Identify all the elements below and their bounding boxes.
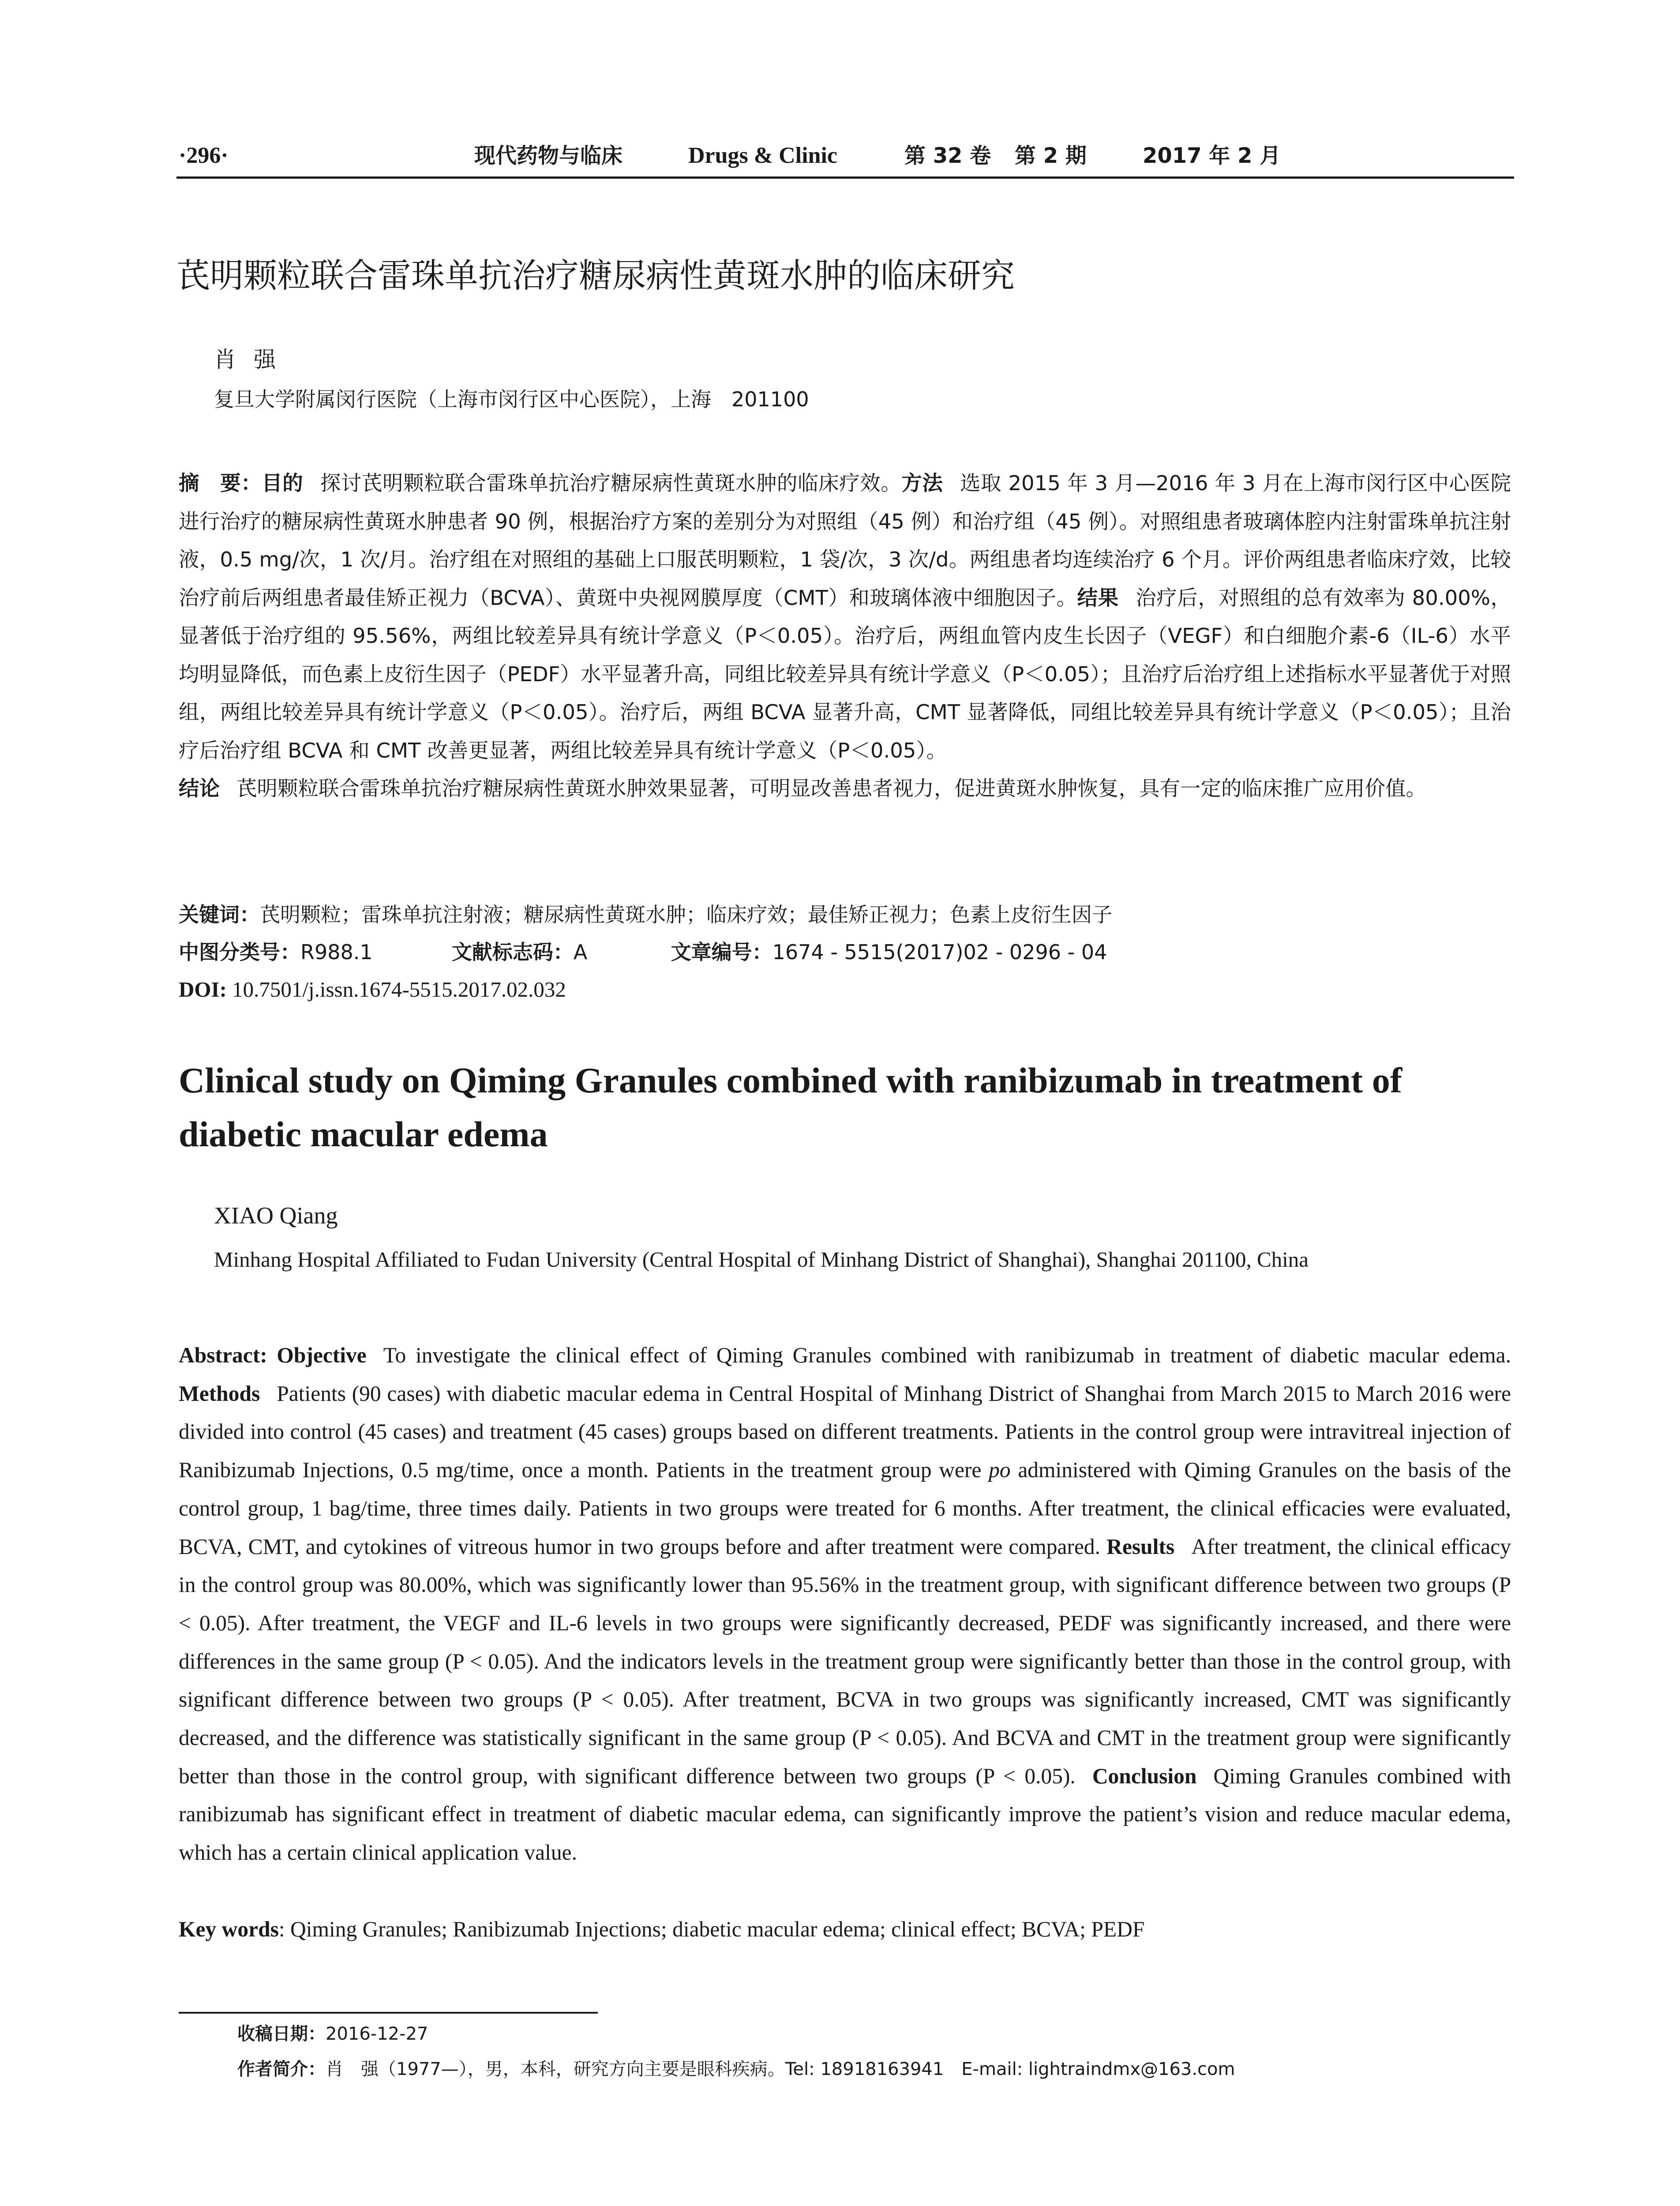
journal-name-en: Drugs & Clinic — [688, 143, 837, 168]
title-cn: 芪明颗粒联合雷珠单抗治疗糖尿病性黄斑水肿的临床研究 — [176, 256, 1015, 295]
received-label: 收稿日期： — [237, 2024, 326, 2044]
results-cn: 治疗后，对照组的总有效率为 80.00%，显著低于治疗组的 95.56%，两组比较差异具有统计学意义（P＜0.05）。治疗后，两组血管内皮生长因子（VEGF）和白细胞介素-6（IL-6）水平均明显降低，而色素上皮衍生因子（PEDF）水平显著升高，同组比较差异具有统计学意义（P＜0.05）；且治疗后治疗组上述指标水平显著优于对照组，两组比较差异具有统计学意义（P＜0.05）。治疗后，两组 BCVA 显著升高，CMT 显著降低，同组比较差异具有统计学意义（P＜0.05）；且治疗后治疗组 BCVA 和 CMT 改善更显著，两组比较差异具有统计学意义（P＜0.05）。 — [179, 585, 1511, 762]
methods-label-cn: 方法 — [901, 471, 943, 495]
conclusion-label-en: Conclusion — [1092, 1763, 1197, 1788]
keywords-en — [179, 1910, 1144, 1948]
header-rule — [176, 176, 1514, 179]
keywords-cn-text: 芪明颗粒；雷珠单抗注射液；糖尿病性黄斑水肿；临床疗效；最佳矫正视力；色素上皮衍生因子 — [260, 903, 1112, 927]
clc-label: 中图分类号： — [179, 940, 300, 964]
abstract-en-label: Abstract: — [179, 1343, 267, 1367]
received-date — [237, 2021, 428, 2047]
objective-label-cn: 目的 — [262, 471, 304, 495]
author-bio — [237, 2056, 1235, 2082]
results-label-en: Results — [1106, 1534, 1175, 1559]
po-term: po — [989, 1458, 1011, 1482]
clc-value: R988.1 — [300, 940, 373, 964]
journal-name-cn: 现代药物与临床 — [474, 143, 623, 168]
article-no-label: 文章编号： — [671, 940, 772, 964]
affiliation-en: Minhang Hospital Affiliated to Fudan University (Central Hospital of Minhang District of Shanghai), Shanghai 201100, China — [214, 1247, 1309, 1272]
abstract-en — [179, 1336, 1511, 1872]
issue-date: 2017 年 2 月 — [1143, 143, 1281, 168]
doi-value[interactable]: 10.7501/j.issn.1674-5515.2017.02.032 — [232, 977, 566, 1002]
title-en: Clinical study on Qiming Granules combined with ranibizumab in treatment of diabetic macular edema — [179, 1060, 1402, 1154]
methods-label-en: Methods — [179, 1381, 260, 1406]
methods-cn: 选取 2015 年 3 月—2016 年 3 月在上海市闵行区中心医院进行治疗的糖尿病性黄斑水肿患者 90 例，根据治疗方案的差别分为对照组（45 例）和治疗组（45 例）。对照组患者玻璃体腔内注射雷珠单抗注射液，0.5 mg/次，1 次/月。治疗组在对照组的基础上口服芪明颗粒，1 袋/次，3 次/d。两组患者均连续治疗 6 个月。评价两组患者临床疗效，比较治疗前后两组患者最佳矫正视力（BCVA）、黄斑中央视网膜厚度（CMT）和玻璃体液中细胞因子。 — [179, 471, 1511, 610]
doc-code-value: A — [573, 940, 588, 964]
objective-en: To investigate the clinical effect of Qiming Granules combined with ranibizumab in treatment of diabetic macular edema. — [383, 1343, 1511, 1367]
keywords-cn-label: 关键词： — [179, 903, 260, 927]
issue: 第 2 期 — [1015, 143, 1087, 168]
received-value: 2016-12-27 — [326, 2024, 428, 2044]
bio-label: 作者简介： — [237, 2059, 326, 2079]
results-label-cn: 结果 — [1077, 585, 1119, 610]
bio-text: 肖 强（1977—），男，本科，研究方向主要是眼科疾病。Tel: 18918163941 E-mail: lightraindmx@163.com — [326, 2059, 1235, 2079]
abstract-cn-label: 摘 要： — [179, 471, 262, 495]
methods-en-2: administered with Qiming Granules on the basis of the control group, 1 bag/time, three times daily. Patients in two groups were treated for 6 months. After treatment, the clinical efficacies were evaluated, BCVA, CMT, and cytokines of vitreous humor in two groups before and after treatment were compared. — [179, 1458, 1511, 1559]
keywords-cn — [179, 899, 1112, 930]
classification-line — [179, 937, 1107, 968]
volume: 第 32 卷 — [904, 143, 991, 168]
affiliation-cn: 复旦大学附属闵行医院（上海市闵行区中心医院），上海 201100 — [214, 387, 809, 411]
objective-label-en: Objective — [277, 1343, 367, 1367]
footnote-rule — [179, 2012, 598, 2014]
abstract-cn — [179, 464, 1511, 808]
author-cn: 肖强 — [214, 347, 293, 372]
keywords-en-text: : Qiming Granules; Ranibizumab Injections; diabetic macular edema; clinical effect; BCVA; PEDF — [278, 1917, 1145, 1941]
doi-label: DOI: — [179, 977, 227, 1002]
article-no-value: 1674 - 5515(2017)02 - 0296 - 04 — [772, 940, 1107, 964]
objective-cn: 探讨芪明颗粒联合雷珠单抗治疗糖尿病性黄斑水肿的临床疗效。 — [320, 471, 902, 495]
doi-line — [179, 974, 566, 1005]
results-en: After treatment, the clinical efficacy in the control group was 80.00%, which was significantly lower than 95.56% in the treatment group, with significant difference between two groups (P < 0.05). After treatment, the VEGF and IL-6 levels in two groups were significantly decreased, PEDF was significantly increased, and there were differences in the same group (P < 0.05). And the indicators levels in the treatment group were significantly better than those in the control group, with significant difference between two groups (P < 0.05). After treatment, BCVA in two groups was significantly increased, CMT was significantly decreased, and the difference was statistically significant in the same group (P < 0.05). And BCVA and CMT in the treatment group were significantly better than those in the control group, with significant difference between two groups (P < 0.05). — [179, 1534, 1511, 1788]
page-number: ·296· — [179, 143, 229, 168]
conclusion-label-cn: 结论 — [179, 777, 220, 800]
doc-code-label: 文献标志码： — [451, 940, 574, 964]
conclusion-en: Qiming Granules combined with ranibizumab has significant effect in treatment of diabetic macular edema, can significantly improve the patient’s vision and reduce macular edema, which has a certain clinical application value. — [179, 1763, 1511, 1865]
methods-en-1: Patients (90 cases) with diabetic macular edema in Central Hospital of Minhang District of Shanghai from March 2015 to March 2016 were divided into control (45 cases) and treatment (45 cases) groups based on different treatments. Patients in the control group were intravitreal injection of Ranibizumab Injections, 0.5 mg/time, once a month. Patients in the treatment group were — [179, 1381, 1511, 1482]
conclusion-cn: 芪明颗粒联合雷珠单抗治疗糖尿病性黄斑水肿效果显著，可明显改善患者视力，促进黄斑水肿恢复，具有一定的临床推广应用价值。 — [236, 777, 1426, 800]
author-en: XIAO Qiang — [214, 1202, 338, 1229]
keywords-en-label: Key words — [179, 1917, 279, 1941]
